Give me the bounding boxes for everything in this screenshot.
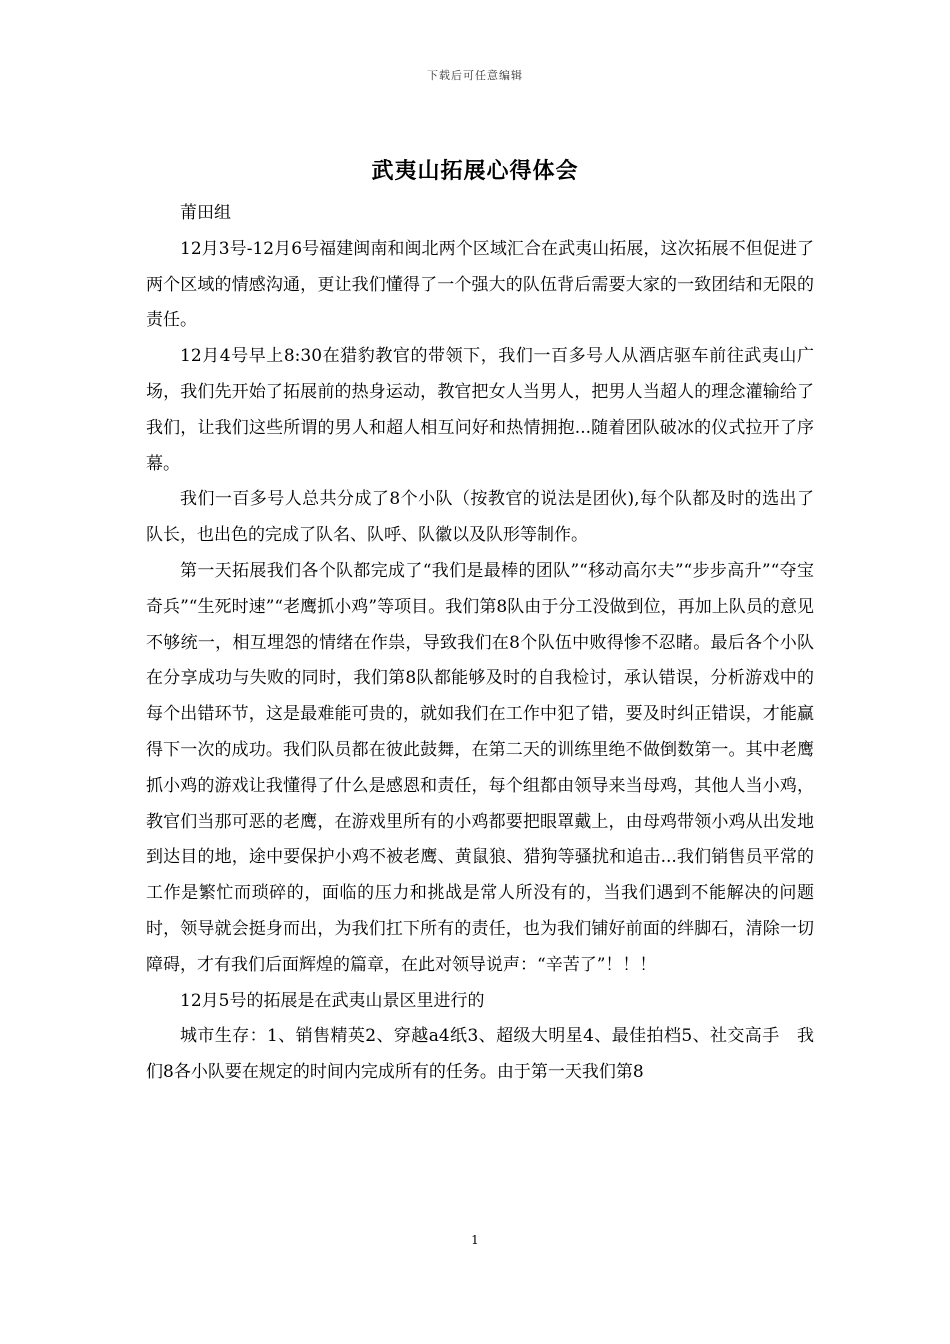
page-header-note: 下载后可任意编辑 xyxy=(427,69,523,82)
paragraph: 城市生存：1、销售精英2、穿越a4纸3、超级大明星4、最佳拍档5、社交高手 我们8各小队要在规定的时间内完成所有的任务。由于第一天我们第8 xyxy=(146,1026,814,1083)
paragraph: 12月3号-12月6号福建闽南和闽北两个区域汇合在武夷山拓展，这次拓展不但促进了两个区域的情感沟通，更让我们懂得了一个强大的队伍背后需要大家的一致团结和无限的责任。 xyxy=(146,238,814,331)
document-title: 武夷山拓展心得体会 xyxy=(371,158,579,184)
paragraph: 12月5号的拓展是在武夷山景区里进行的 xyxy=(180,990,485,1011)
paragraph: 我们一百多号人总共分成了8个小队（按教官的说法是团伙),每个队都及时的选出了队长，也出色的完成了队名、队呼、队徽以及队形等制作。 xyxy=(146,489,814,546)
paragraph: 第一天拓展我们各个队都完成了“我们是最棒的团队”“移动高尔夫”“步步高升”“夺宝奇兵”“生死时速”“老鹰抓小鸡”等项目。我们第8队由于分工没做到位，再加上队员的意见不够统一，相互埋怨的情绪在作祟，导致我们在8个队伍中败得惨不忍睹。最后各个小队在分享成功与失败的同时，我们第8队都能够及时的自我检讨，承认错误，分析游戏中的每个出错环节，这是最难能可贵的，就如我们在工作中犯了错，要及时纠正错误，才能赢得下一次的成功。我们队员都在彼此鼓舞，在第二天的训练里绝不做倒数第一。其中老鹰抓小鸡的游戏让我懂得了什么是感恩和责任，每个组都由领导来当母鸡，其他人当小鸡，教官们当那可恶的老鹰，在游戏里所有的小鸡都要把眼罩戴上，由母鸡带领小鸡从出发地到达目的地，途中要保护小鸡不被老鹰、黄鼠狼、猎狗等骚扰和追击...我们销售员平常的工作是繁忙而琐碎的，面临的压力和挑战是常人所没有的，当我们遇到不能解决的问题时，领导就会挺身而出，为我们扛下所有的责任，也为我们铺好前面的绊脚石，清除一切障碍，才有我们后面辉煌的篇章，在此对领导说声：“辛苦了”！！！ xyxy=(146,560,814,975)
paragraph-author-group: 莆田组 xyxy=(180,203,231,223)
page-number: 1 xyxy=(471,1233,479,1247)
document-body xyxy=(146,196,814,1091)
paragraph: 12月4号早上8:30在猎豹教官的带领下，我们一百多号人从酒店驱车前往武夷山广场，我们先开始了拓展前的热身运动，教官把女人当男人，把男人当超人的理念灌输给了我们，让我们这些所谓的男人和超人相互问好和热情拥抱...随着团队破冰的仪式拉开了序幕。 xyxy=(146,346,814,474)
